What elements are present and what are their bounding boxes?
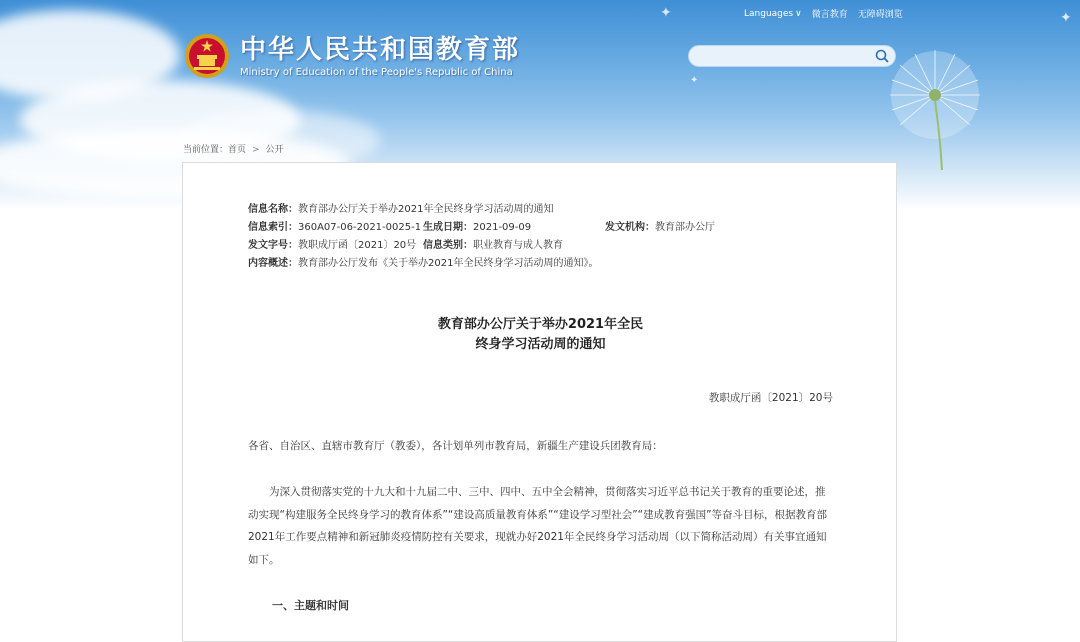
site-title-cn: 中华人民共和国教育部: [240, 34, 521, 65]
top-links: [744, 7, 903, 20]
meta-name-label: 信息名称：: [248, 204, 298, 215]
site-logo[interactable]: [184, 33, 520, 79]
meta-date-label: 生成日期：: [423, 222, 473, 233]
meta-docno-value: 教职成厅函〔2021〕20号: [298, 240, 417, 251]
info-meta: [248, 201, 715, 273]
document-number: 教职成厅函〔2021〕20号: [708, 392, 833, 404]
meta-category-label: 信息类别：: [423, 240, 473, 251]
breadcrumb-prefix: 当前位置：: [183, 145, 229, 155]
chevron-right-icon: >: [252, 145, 260, 155]
sparkle-icon: ✦: [660, 5, 672, 21]
meta-category-value: 职业教育与成人教育: [473, 240, 563, 251]
breadcrumb: [183, 142, 284, 155]
meta-summary-label: 内容概述：: [248, 258, 298, 269]
document-title-line1: 教育部办公厅关于举办2021年全民: [437, 317, 644, 332]
sparkle-icon: ✦: [1060, 10, 1072, 26]
search-box: [688, 45, 896, 67]
document-title: [183, 315, 898, 355]
weibo-link[interactable]: 微言教育: [811, 10, 848, 20]
document-title-line2: 终身学习活动周的通知: [475, 337, 606, 352]
meta-index-label: 信息索引：: [248, 222, 298, 233]
meta-docno-label: 发文字号：: [248, 240, 298, 251]
article-panel: [182, 162, 897, 642]
meta-issuer-label: 发文机构：: [605, 222, 655, 233]
search-input[interactable]: [699, 48, 873, 66]
site-title-en: Ministry of Education of the People's Republic of China: [240, 66, 513, 78]
meta-summary-value: 教育部办公厅发布《关于举办2021年全民终身学习活动周的通知》。: [298, 258, 599, 269]
search-icon[interactable]: [874, 48, 890, 64]
meta-date-value: 2021-09-09: [473, 222, 532, 233]
meta-name-value: 教育部办公厅关于举办2021年全民终身学习活动周的通知: [298, 204, 554, 215]
section-heading: 一、主题和时间: [272, 599, 349, 612]
cloud-decoration: [180, 110, 380, 170]
breadcrumb-home[interactable]: 首页: [228, 145, 247, 155]
meta-index-value: 360A07-06-2021-0025-1: [298, 222, 422, 233]
chevron-down-icon[interactable]: ∨: [795, 8, 802, 19]
paragraph: 为深入贯彻落实党的十九大和十九届二中、三中、四中、五中全会精神，贯彻落实习近平总书记关于教育的重要论述，推动实现“构建服务全民终身学习的教育体系”“建设高质量教育体系”“建设学习型社会”“建成教育强国”等奋斗目标，根据教育部2021年工作要点精神和新冠肺炎疫情防控有关要求，现就办好2021年全民终身学习活动周（以下简称活动周）有关事宜通知如下。: [248, 486, 828, 566]
accessibility-link[interactable]: 无障碍浏览: [857, 10, 903, 20]
languages-link[interactable]: Languages: [744, 8, 794, 19]
salutation: 各省、自治区、直辖市教育厅（教委），各计划单列市教育局，新疆生产建设兵团教育局：: [248, 440, 663, 452]
dandelion-icon: [880, 40, 990, 170]
meta-issuer-value: 教育部办公厅: [655, 222, 715, 233]
sparkle-icon: ✦: [690, 75, 699, 86]
national-emblem-icon: [184, 33, 230, 79]
breadcrumb-current[interactable]: 公开: [265, 145, 284, 155]
